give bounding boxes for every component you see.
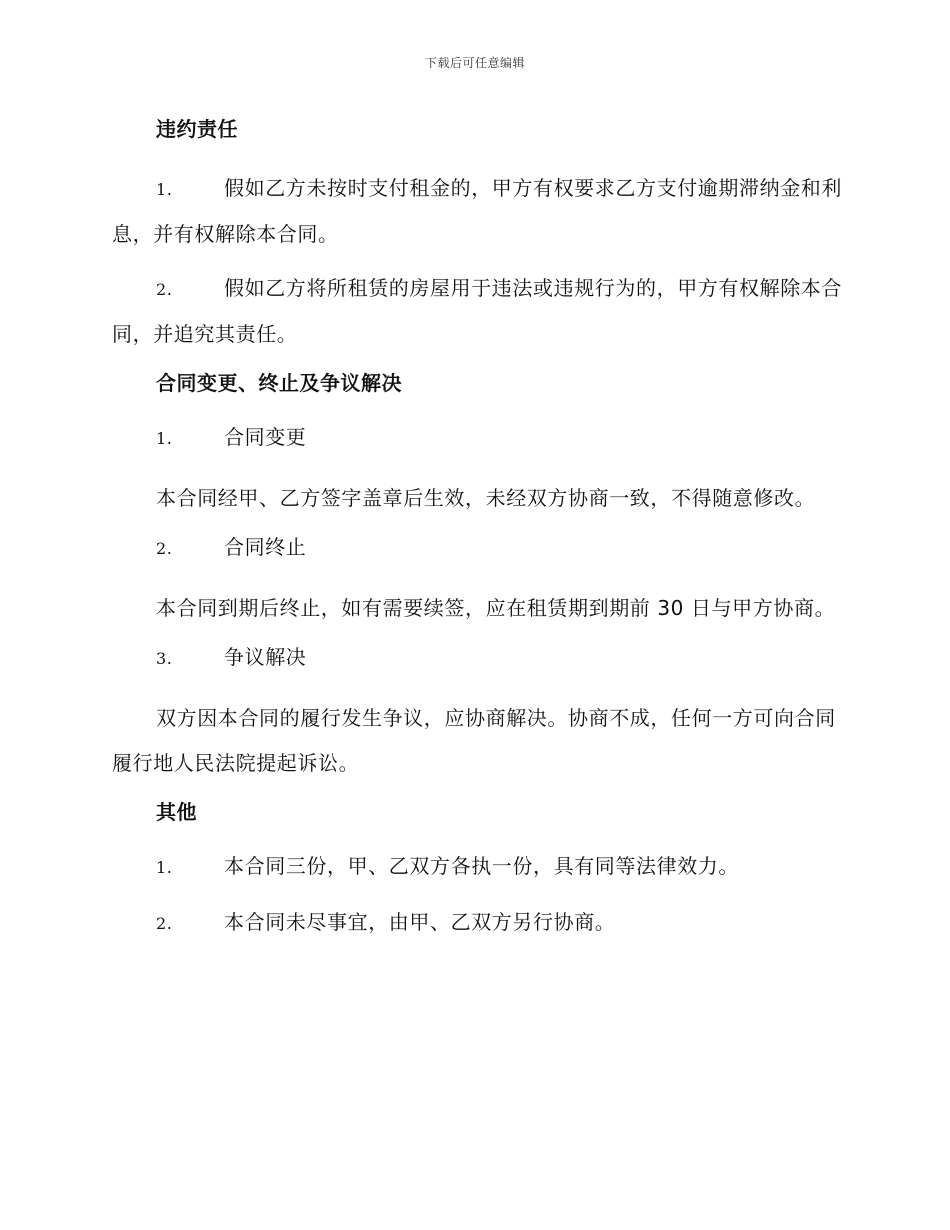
item-text: 本合同未尽事宜，由甲、乙双方另行协商。	[224, 910, 616, 934]
item-text: 假如乙方将所租赁的房屋用于违法或违规行为的，甲方有权解除本合同，并追究其责任。	[112, 276, 842, 346]
item-text: 合同终止	[224, 535, 307, 559]
item-number: 2.	[156, 539, 173, 558]
item-number: 1.	[156, 858, 173, 877]
change-sub-3-title	[112, 640, 842, 676]
section-heading-change: 合同变更、终止及争议解决	[156, 371, 402, 395]
item-text: 合同变更	[224, 425, 307, 449]
item-text: 假如乙方未按时支付租金的，甲方有权要求乙方支付逾期滞纳金和利息，并有权解除本合同。	[112, 176, 842, 246]
section-heading-breach: 违约责任	[156, 117, 238, 141]
item-text: 本合同三份，甲、乙双方各执一份，具有同等法律效力。	[224, 854, 739, 878]
item-number: 2.	[156, 914, 173, 933]
change-sub-1-title	[112, 420, 842, 456]
item-number: 1.	[156, 180, 173, 199]
document-body	[112, 112, 842, 961]
item-text: 争议解决	[224, 645, 307, 669]
change-sub-3-text: 双方因本合同的履行发生争议，应协商解决。协商不成，任何一方可向合同履行地人民法院提起诉讼。	[112, 706, 836, 775]
breach-item-2	[112, 266, 842, 357]
item-number: 2.	[156, 280, 173, 299]
change-sub-1-text: 本合同经甲、乙方签字盖章后生效，未经双方协商一致，不得随意修改。	[156, 486, 816, 510]
change-sub-2-title	[112, 530, 842, 566]
other-item-1	[112, 849, 842, 885]
item-number: 1.	[156, 429, 173, 448]
item-number: 3.	[156, 649, 173, 668]
breach-item-1	[112, 166, 842, 257]
change-sub-2-text: 本合同到期后终止，如有需要续签，应在租赁期到期前 30 日与甲方协商。	[156, 596, 836, 620]
other-item-2	[112, 905, 842, 941]
section-heading-other: 其他	[156, 800, 197, 824]
header-note: 下载后可任意编辑	[424, 56, 525, 70]
